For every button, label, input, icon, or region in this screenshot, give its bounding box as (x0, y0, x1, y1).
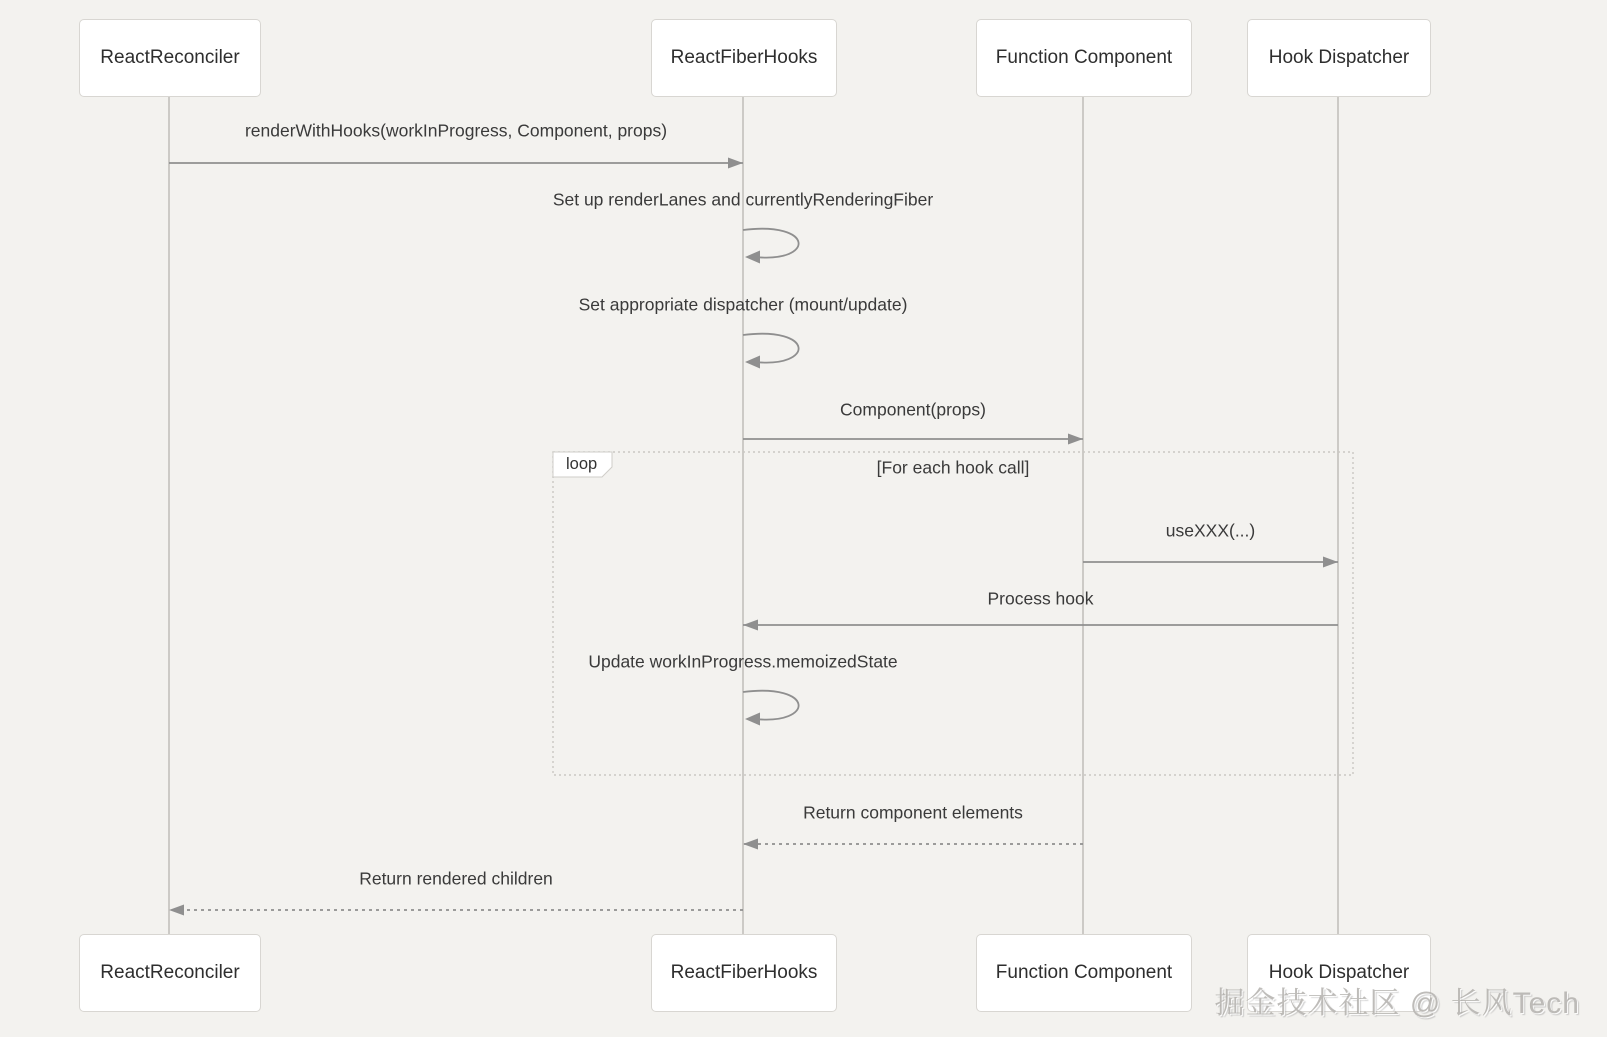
message-label: Set appropriate dispatcher (mount/update) (578, 294, 908, 315)
actor-function-component-bottom: Function Component (976, 934, 1192, 1012)
self-arrow-6 (743, 691, 799, 720)
self-arrow-2 (743, 334, 799, 363)
arrowhead (745, 356, 760, 369)
loop-frame (553, 452, 1353, 775)
watermark: 掘金技术社区 @ 长风Tech (1214, 987, 1580, 1020)
actor-react-reconciler-bottom: ReactReconciler (79, 934, 261, 1012)
actor-hook-dispatcher-bottom: Hook Dispatcher (1247, 934, 1431, 1012)
arrowhead (743, 620, 758, 631)
arrowhead (728, 158, 743, 169)
arrowhead (1323, 557, 1338, 568)
arrowhead (1068, 434, 1083, 445)
loop-label: loop (566, 455, 598, 473)
message-label: renderWithHooks(workInProgress, Component, props) (244, 120, 668, 141)
message-label: Return component elements (803, 802, 1023, 823)
self-arrow-1 (743, 229, 799, 258)
actor-hook-dispatcher-top: Hook Dispatcher (1247, 19, 1431, 97)
actor-react-fiber-hooks-bottom: ReactFiberHooks (651, 934, 837, 1012)
arrowhead (745, 251, 760, 264)
message-label: Component(props) (840, 399, 986, 420)
actor-function-component-top: Function Component (976, 19, 1192, 97)
message-label: useXXX(...) (1165, 520, 1256, 541)
actor-react-fiber-hooks-top: ReactFiberHooks (651, 19, 837, 97)
arrowhead (743, 839, 758, 850)
actor-react-reconciler-top: ReactReconciler (79, 19, 261, 97)
message-label: Set up renderLanes and currentlyRenderingFiber (552, 189, 934, 210)
loop-condition-label: [For each hook call] (876, 457, 1030, 478)
message-label: Update workInProgress.memoizedState (588, 651, 898, 672)
arrowhead (169, 905, 184, 916)
message-label: Process hook (987, 588, 1094, 609)
message-label: Return rendered children (359, 868, 553, 889)
arrowhead (745, 713, 760, 726)
